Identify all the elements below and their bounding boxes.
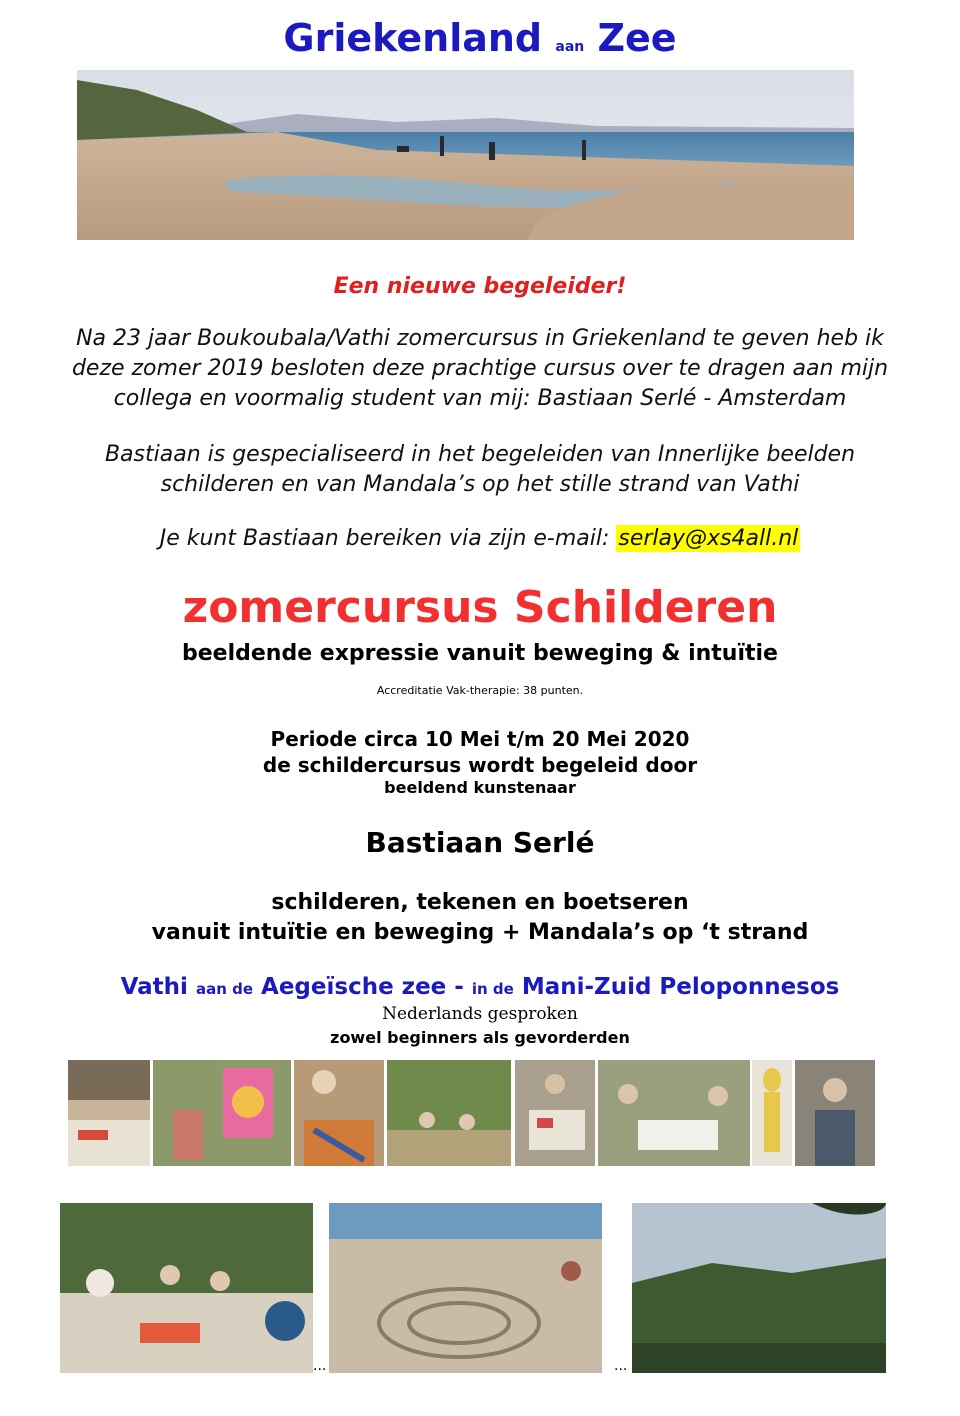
- strip-photo-3: [294, 1060, 384, 1166]
- strip-photo-5: [515, 1060, 595, 1166]
- email-link[interactable]: serlay@xs4all.nl: [618, 526, 799, 551]
- strip-photo-2: [153, 1060, 291, 1166]
- bottom-photo-group: [60, 1203, 313, 1373]
- strip-photo-7: [752, 1060, 792, 1166]
- intro-paragraph: Na 23 jaar Boukoubala/Vathi zomercursus in Griekenland te geven heb ik deze zomer 2019 besloten deze prachtige cursus over te dragen aan mijn collega en voormalig student van mij: Bastiaan Serlé - Amsterdam: [71, 326, 889, 411]
- strip-photo-8: [795, 1060, 875, 1166]
- header-beach-photo: [77, 70, 854, 240]
- guided-by-line: de schildercursus wordt begeleid door: [262, 753, 698, 777]
- contact-line: Je kunt Bastiaan bereiken via zijn e-mail: serlay@xs4all.nl: [159, 526, 799, 551]
- language-note: Nederlands gesproken: [382, 1004, 578, 1024]
- location-line: Vathi aan de Aegeïsche zee - in de Mani-Zuid Peloponnesos: [120, 974, 840, 1000]
- artist-name: Bastiaan Serlé: [365, 826, 595, 859]
- course-title: zomercursus Schilderen: [182, 582, 778, 633]
- course-subtitle: beeldende expressie vanuit beweging & intuïtie: [182, 641, 778, 666]
- strip-photo-1: [68, 1060, 150, 1166]
- accreditation-note: Accreditatie Vak-therapie: 38 punten.: [376, 684, 584, 697]
- bottom-photo-landscape: [632, 1203, 886, 1373]
- artist-role: beeldend kunstenaar: [384, 778, 576, 797]
- bastiaan-paragraph: Bastiaan is gespecialiseerd in het begeleiden van Innerlijke beelden schilderen en van Mandala’s op het stille strand van Vathi: [104, 442, 856, 497]
- activities: schilderen, tekenen en boetseren vanuit intuïtie en beweging + Mandala’s op ‘t strand: [151, 890, 809, 945]
- strip-photo-6: [598, 1060, 750, 1166]
- dots-2: ...: [614, 1358, 628, 1374]
- levels-note: zowel beginners als gevorderden: [330, 1028, 630, 1047]
- page-title: Griekenland aan Zee: [283, 16, 677, 60]
- bottom-photo-mandala: [329, 1203, 602, 1373]
- period-line: Periode circa 10 Mei t/m 20 Mei 2020: [270, 727, 690, 751]
- strip-photo-4: [387, 1060, 511, 1166]
- dots-1: ...: [313, 1358, 327, 1374]
- new-guide-heading: Een nieuwe begeleider!: [333, 274, 627, 299]
